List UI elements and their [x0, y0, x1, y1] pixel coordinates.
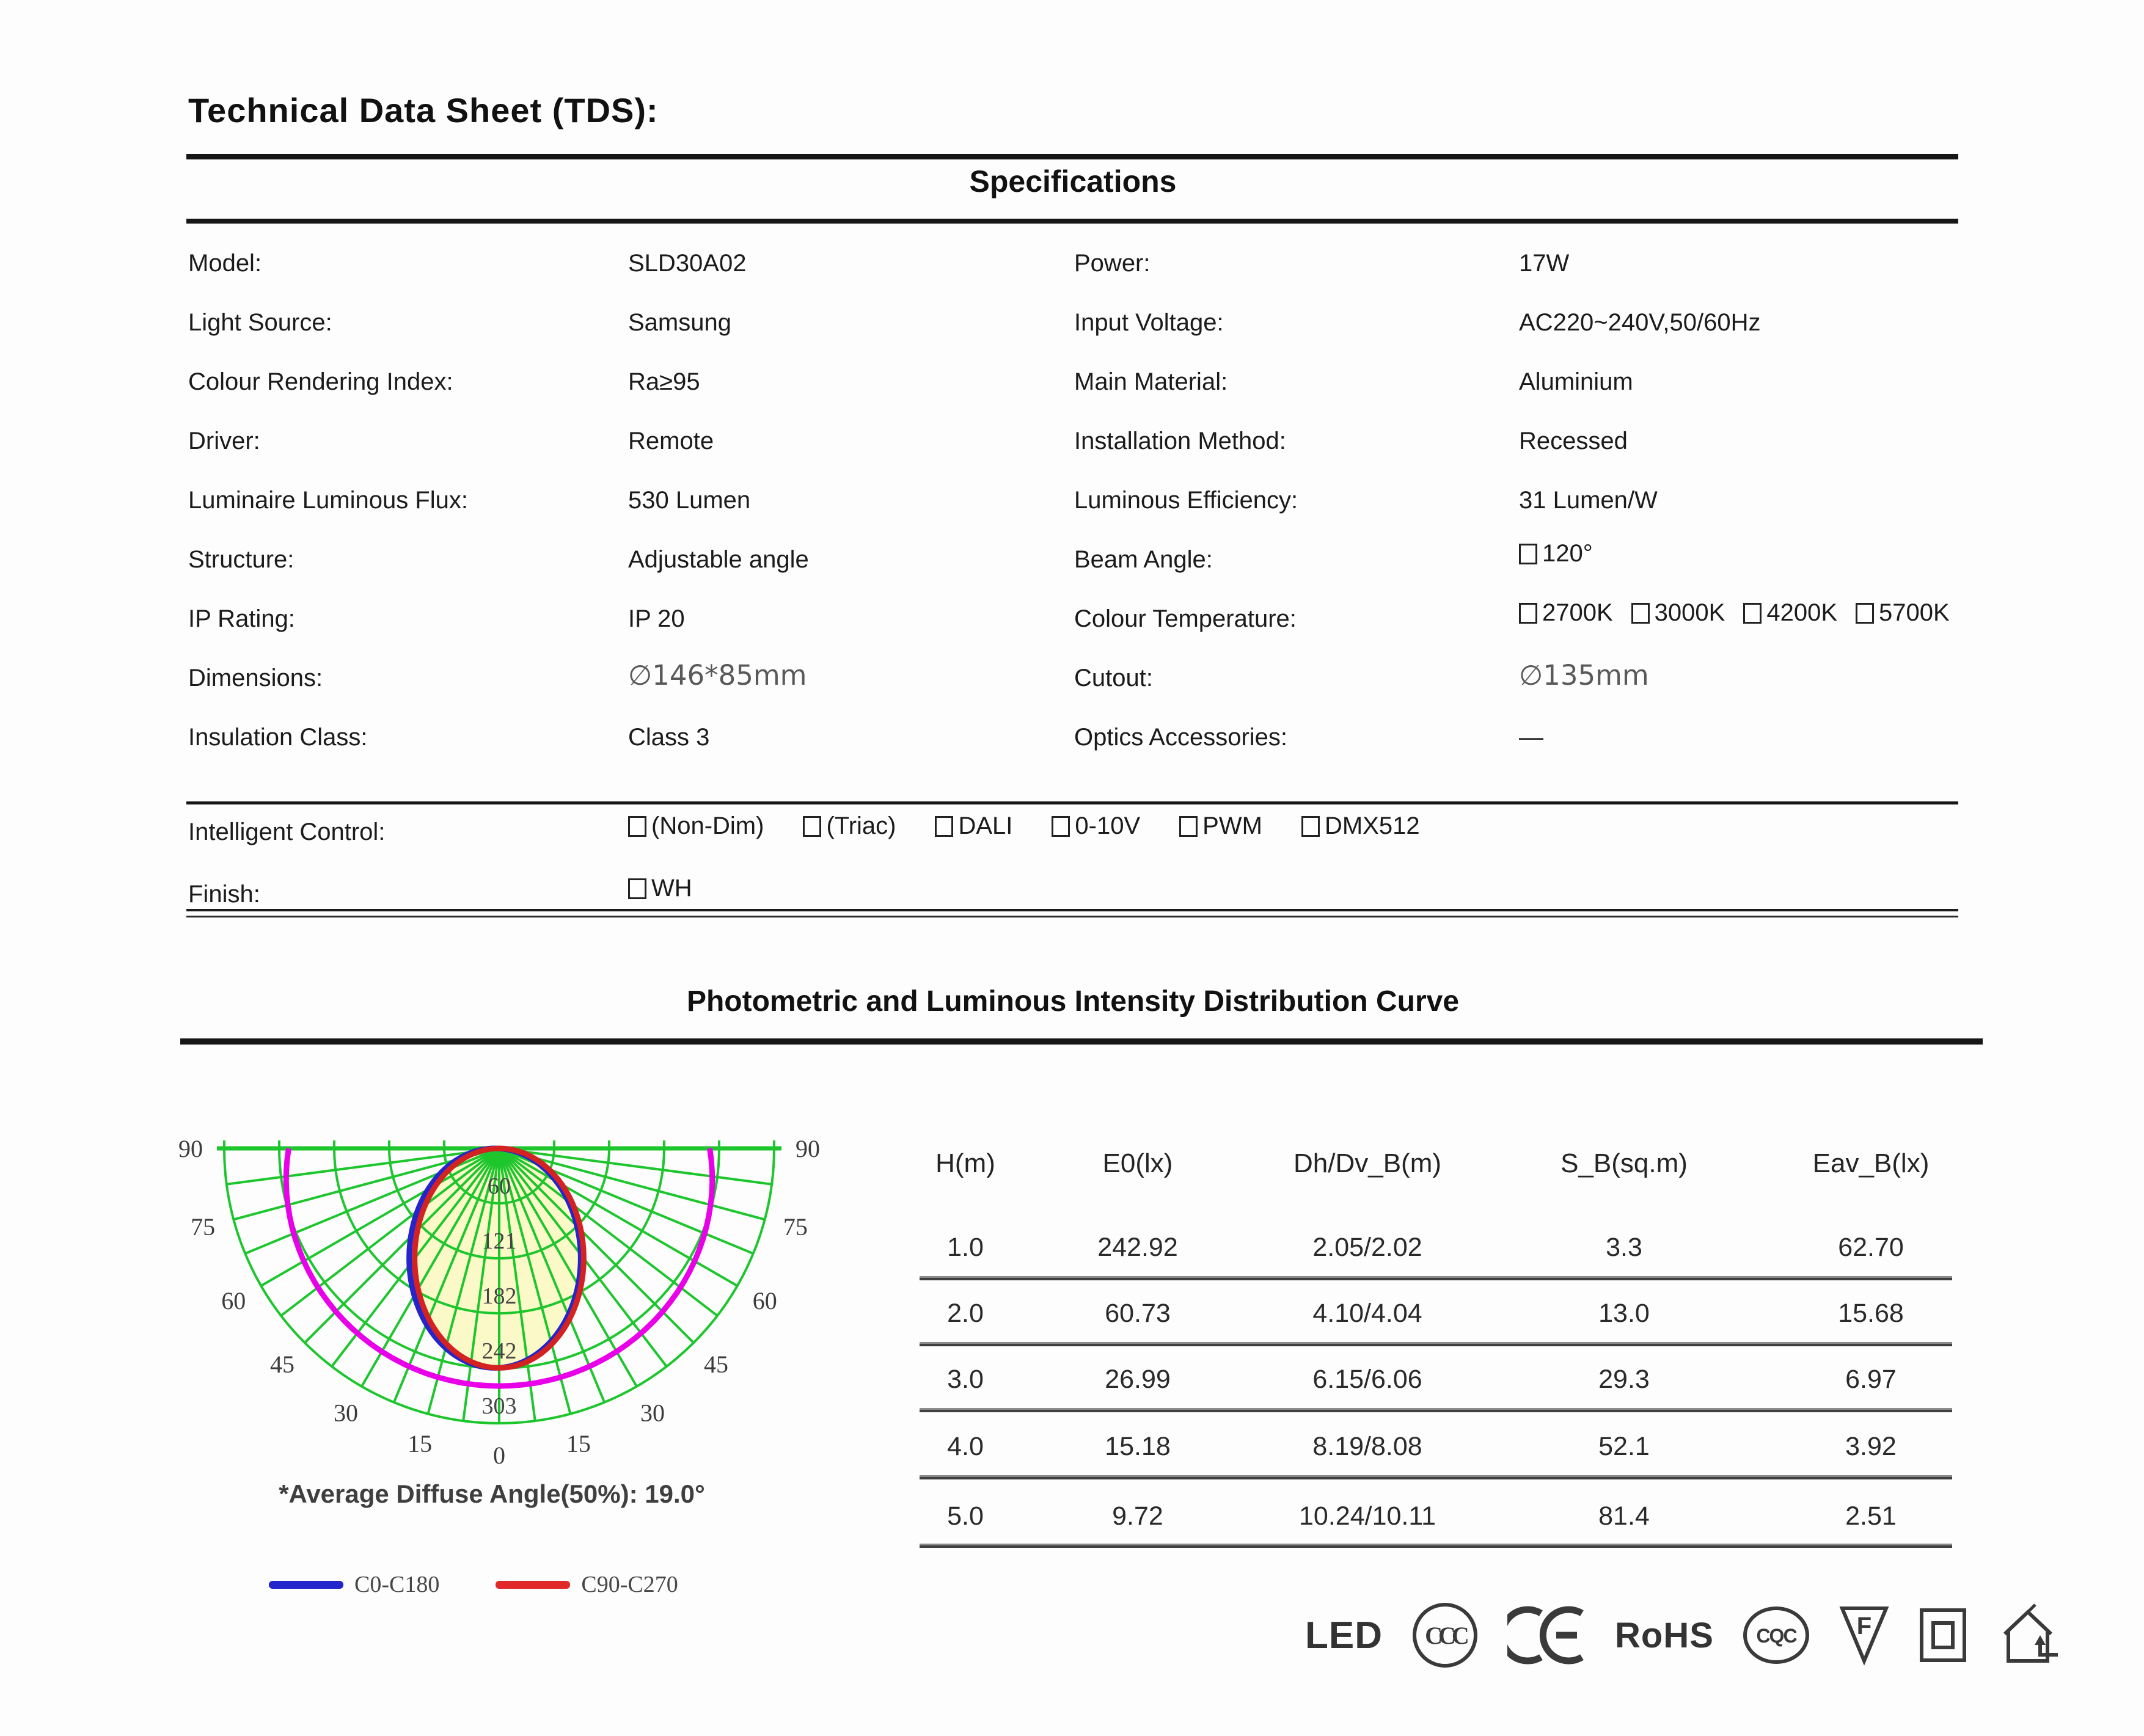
checkbox-label: 2700K — [1542, 599, 1613, 626]
angle-tick-label: 60 — [752, 1287, 777, 1315]
rohs-mark: RoHS — [1615, 1615, 1714, 1655]
recessed-luminaire-house-icon — [1996, 1603, 2060, 1667]
checkbox[interactable] — [628, 878, 646, 899]
spec-label: Colour Temperature: — [1074, 605, 1297, 632]
checkbox[interactable] — [1519, 544, 1537, 564]
table-cell: 6.97 — [1845, 1365, 1897, 1394]
spec-label: IP Rating: — [188, 605, 295, 632]
table-divider — [920, 1278, 1952, 1280]
checkbox[interactable] — [1301, 816, 1320, 837]
table-header-cell: H(m) — [935, 1148, 995, 1178]
checkbox-label: 0-10V — [1075, 812, 1141, 839]
spec-value: SLD30A02 — [628, 250, 747, 277]
checkbox-option — [1519, 599, 1613, 627]
class-ii-icon — [1918, 1607, 1968, 1664]
angle-tick-label: 15 — [566, 1429, 591, 1457]
checkbox[interactable] — [1856, 603, 1874, 624]
ce-mark-icon — [1507, 1605, 1587, 1666]
svg-text:CQC: CQC — [1756, 1625, 1796, 1647]
legend-label: C0-C180 — [354, 1572, 440, 1597]
checkbox-label: WH — [651, 875, 692, 902]
table-cell: 62.70 — [1838, 1233, 1904, 1262]
spec-value: ∅146*85mm — [628, 659, 807, 691]
checkbox-label: (Triac) — [826, 812, 896, 839]
angle-tick-label: 75 — [191, 1213, 216, 1241]
checkbox-option — [803, 812, 896, 840]
legend-item — [269, 1571, 439, 1598]
checkbox-label: PWM — [1202, 812, 1262, 839]
checkbox-option — [628, 812, 764, 840]
divider — [186, 154, 1958, 159]
c90-c270-line-swatch — [496, 1581, 570, 1589]
legend-item — [496, 1571, 678, 1598]
spec-value: 530 Lumen — [628, 487, 751, 514]
table-cell: 60.73 — [1105, 1299, 1171, 1328]
chart-legend — [269, 1571, 678, 1598]
table-cell: 29.3 — [1598, 1365, 1650, 1394]
spec-value: — — [1519, 724, 1543, 751]
spec-value: Recessed — [1519, 428, 1628, 454]
table-cell: 52.1 — [1598, 1432, 1650, 1461]
checkbox-label: DMX512 — [1324, 812, 1420, 839]
angle-tick-label: 15 — [408, 1429, 433, 1457]
table-divider — [920, 1344, 1952, 1346]
checkbox[interactable] — [1519, 603, 1537, 624]
spec-label: Luminous Efficiency: — [1074, 487, 1298, 514]
table-cell: 2.51 — [1845, 1501, 1897, 1531]
table-cell: 81.4 — [1598, 1501, 1650, 1531]
angle-tick-label: 30 — [334, 1399, 358, 1427]
intelligent-control-label: Intelligent Control: — [188, 819, 386, 845]
radial-tick-label: 60 — [488, 1173, 511, 1199]
table-cell: 15.68 — [1838, 1299, 1904, 1328]
spec-label: Colour Rendering Index: — [188, 368, 453, 395]
photometric-heading: Photometric and Luminous Intensity Distribution Curve — [686, 985, 1460, 1018]
spec-label: Beam Angle: — [1074, 546, 1213, 573]
spec-label: Dimensions: — [188, 665, 323, 691]
checkbox-option — [1519, 540, 1593, 567]
spec-value: 31 Lumen/W — [1519, 487, 1658, 514]
checkbox-label: 4200K — [1766, 599, 1838, 626]
spec-value: Remote — [628, 428, 714, 454]
average-diffuse-angle-note: *Average Diffuse Angle(50%): 19.0° — [279, 1479, 705, 1508]
led-mark: LED — [1305, 1614, 1383, 1657]
svg-text:F: F — [1856, 1613, 1872, 1639]
table-cell: 26.99 — [1105, 1365, 1171, 1394]
table-header-cell: Eav_B(lx) — [1812, 1148, 1930, 1178]
divider — [186, 909, 1958, 917]
divider — [180, 1038, 1983, 1045]
spec-value: Class 3 — [628, 724, 710, 751]
cqc-certification-icon — [1742, 1605, 1810, 1666]
spec-label: Installation Method: — [1074, 428, 1286, 454]
finish-options — [628, 875, 692, 902]
checkbox-option — [1301, 812, 1420, 840]
divider — [186, 801, 1958, 804]
table-cell: 3.3 — [1606, 1233, 1642, 1262]
table-header-cell: S_B(sq.m) — [1560, 1148, 1688, 1178]
angle-tick-label: 45 — [703, 1350, 728, 1378]
table-cell: 9.72 — [1112, 1501, 1163, 1531]
c0-c180-line-swatch — [269, 1581, 343, 1589]
table-cell: 5.0 — [947, 1501, 984, 1531]
table-cell: 10.24/10.11 — [1299, 1501, 1436, 1531]
svg-text:CCC: CCC — [1425, 1622, 1465, 1649]
spec-value: IP 20 — [628, 605, 685, 632]
table-divider — [920, 1477, 1952, 1479]
checkbox[interactable] — [1743, 603, 1762, 624]
spec-label: Luminaire Luminous Flux: — [188, 487, 468, 514]
table-header-cell: E0(lx) — [1102, 1148, 1173, 1178]
angle-tick-label: 30 — [640, 1399, 665, 1427]
checkbox[interactable] — [1631, 603, 1650, 624]
checkbox-option — [1052, 812, 1140, 840]
spec-value: Adjustable angle — [628, 546, 809, 573]
checkbox[interactable] — [803, 816, 821, 837]
spec-label: Driver: — [188, 428, 260, 454]
checkbox-option — [1631, 599, 1725, 627]
table-cell: 8.19/8.08 — [1312, 1432, 1422, 1461]
spec-value: ∅135mm — [1519, 659, 1649, 691]
checkbox-label: 120° — [1542, 540, 1593, 567]
angle-tick-label: 60 — [221, 1287, 246, 1315]
table-cell: 3.92 — [1845, 1432, 1897, 1461]
page-title: Technical Data Sheet (TDS): — [188, 91, 659, 129]
specifications-heading: Specifications — [969, 164, 1177, 199]
table-cell: 3.0 — [947, 1365, 984, 1394]
spec-value: 17W — [1519, 250, 1570, 277]
spec-label: Insulation Class: — [188, 724, 368, 751]
spec-label: Light Source: — [188, 309, 332, 336]
radial-tick-label: 121 — [481, 1228, 517, 1254]
table-cell: 242.92 — [1097, 1233, 1178, 1262]
table-cell: 6.15/6.06 — [1312, 1365, 1422, 1394]
checkbox[interactable] — [935, 816, 953, 837]
spec-checkbox-value — [1519, 599, 1950, 627]
table-cell: 15.18 — [1105, 1432, 1171, 1461]
radial-tick-label: 242 — [481, 1338, 517, 1364]
angle-tick-label: 90 — [178, 1135, 203, 1162]
polar-photometric-chart — [177, 1106, 849, 1509]
spec-label: Structure: — [188, 546, 295, 573]
table-cell: 2.05/2.02 — [1312, 1233, 1422, 1262]
f-mark-triangle-icon — [1838, 1605, 1890, 1666]
spec-value: Ra≥95 — [628, 368, 700, 395]
checkbox-option — [1856, 599, 1950, 627]
divider — [186, 219, 1958, 224]
radial-tick-label: 303 — [481, 1393, 517, 1419]
spec-label: Cutout: — [1074, 665, 1153, 691]
angle-tick-label: 75 — [783, 1213, 808, 1241]
checkbox[interactable] — [1179, 816, 1198, 837]
checkbox[interactable] — [1052, 816, 1070, 837]
spec-value: Samsung — [628, 309, 731, 336]
table-divider — [920, 1545, 1952, 1548]
checkbox-label: 5700K — [1879, 599, 1950, 626]
spec-label: Power: — [1074, 250, 1151, 277]
spec-label: Input Voltage: — [1074, 309, 1224, 336]
certification-marks — [1305, 1596, 2060, 1675]
spec-label: Main Material: — [1074, 368, 1228, 395]
checkbox-option — [1743, 599, 1837, 627]
angle-tick-label: 90 — [796, 1135, 820, 1162]
legend-label: C90-C270 — [581, 1572, 678, 1597]
checkbox-label: 3000K — [1654, 599, 1725, 626]
table-cell: 4.0 — [947, 1432, 984, 1461]
spec-label: Optics Accessories: — [1074, 724, 1288, 751]
table-cell: 2.0 — [947, 1299, 984, 1328]
spec-label: Model: — [188, 250, 262, 277]
table-header-cell: Dh/Dv_B(m) — [1293, 1148, 1442, 1178]
spec-value: AC220~240V,50/60Hz — [1519, 309, 1761, 336]
radial-tick-label: 182 — [481, 1283, 517, 1309]
angle-tick-label: 0 — [493, 1442, 505, 1469]
table-cell: 13.0 — [1598, 1299, 1650, 1328]
checkbox-option — [935, 812, 1012, 840]
checkbox-option — [1179, 812, 1262, 840]
table-divider — [920, 1410, 1952, 1412]
spec-value: Aluminium — [1519, 368, 1633, 395]
checkbox-label: (Non-Dim) — [651, 812, 764, 839]
checkbox-option — [628, 875, 692, 902]
spec-checkbox-value — [1519, 540, 1593, 567]
checkbox-label: DALI — [958, 812, 1013, 839]
finish-label: Finish: — [188, 881, 260, 908]
checkbox[interactable] — [628, 816, 646, 837]
table-cell: 1.0 — [947, 1233, 984, 1262]
intelligent-control-options — [628, 812, 1420, 840]
angle-tick-label: 45 — [270, 1350, 295, 1378]
ccc-certification-icon — [1411, 1601, 1479, 1669]
table-cell: 4.10/4.04 — [1312, 1299, 1422, 1328]
